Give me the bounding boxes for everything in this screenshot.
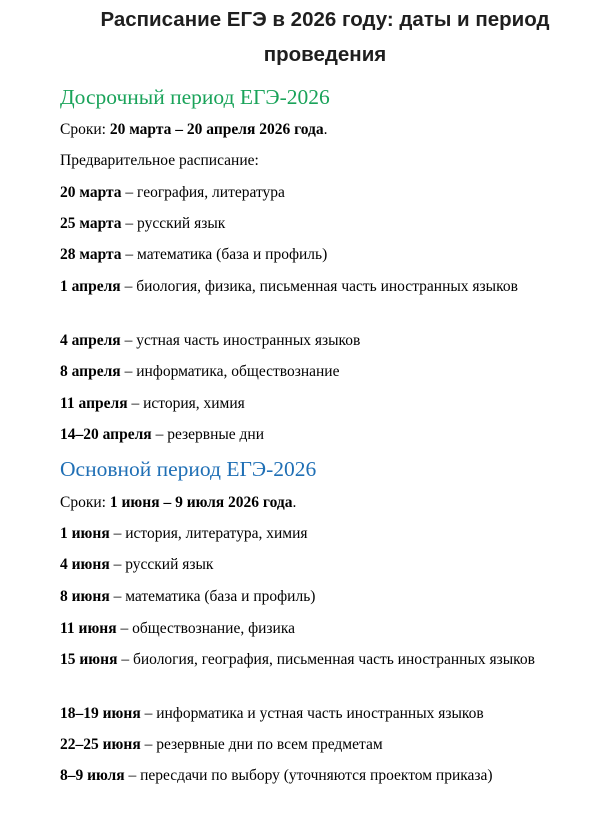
main-terms-dates: 1 июня – 9 июля 2026 года xyxy=(109,494,293,511)
schedule-subjects: – биология, физика, письменная часть иностранных языков xyxy=(120,278,518,295)
main-schedule-item xyxy=(60,765,580,787)
schedule-date: 11 апреля xyxy=(60,395,128,412)
schedule-subjects: – устная часть иностранных языков xyxy=(120,332,361,349)
page-title-line-2: проведения xyxy=(263,43,387,66)
page-title-line-1: Расписание ЕГЭ в 2026 году: даты и период xyxy=(100,8,550,31)
schedule-date: 8–9 июля xyxy=(60,767,125,784)
schedule-date: 8 апреля xyxy=(60,363,121,380)
schedule-subjects: – резервные дни xyxy=(151,426,265,443)
early-schedule-item xyxy=(60,276,580,298)
main-schedule-item xyxy=(60,734,580,756)
schedule-date: 11 июня xyxy=(60,620,117,637)
schedule-date: 25 марта xyxy=(60,215,122,232)
schedule-subjects: – обществознание, физика xyxy=(116,620,296,637)
schedule-date: 1 апреля xyxy=(60,278,121,295)
schedule-date: 4 апреля xyxy=(60,332,121,349)
main-schedule-item xyxy=(60,703,580,725)
early-schedule-item xyxy=(60,330,580,352)
early-schedule-item xyxy=(60,182,580,204)
early-terms-suffix: . xyxy=(323,121,328,138)
early-schedule-item xyxy=(60,424,580,446)
early-period-terms xyxy=(60,119,580,141)
main-schedule-item xyxy=(60,523,580,545)
main-period-terms xyxy=(60,492,580,514)
early-schedule-item xyxy=(60,244,580,266)
schedule-date: 18–19 июня xyxy=(60,705,141,722)
main-schedule-item xyxy=(60,586,580,608)
schedule-subjects: – математика (база и профиль) xyxy=(121,246,328,263)
schedule-date: 22–25 июня xyxy=(60,736,141,753)
main-period-heading: Основной период ЕГЭ-2026 xyxy=(60,457,317,481)
schedule-subjects: – резервные дни по всем предметам xyxy=(140,736,383,753)
main-terms-prefix: Сроки: xyxy=(60,494,110,511)
main-schedule-item xyxy=(60,554,580,576)
main-schedule-item xyxy=(60,618,580,640)
schedule-date: 1 июня xyxy=(60,525,110,542)
schedule-subjects: – история, химия xyxy=(127,395,245,412)
schedule-subjects: – пересдачи по выбору (уточняются проектом приказа) xyxy=(124,767,493,784)
page-title xyxy=(60,2,590,72)
schedule-subjects: – информатика, обществознание xyxy=(120,363,340,380)
schedule-subjects: – история, литература, химия xyxy=(109,525,308,542)
schedule-subjects: – география, литература xyxy=(121,184,285,201)
schedule-subjects: – математика (база и профиль) xyxy=(109,588,316,605)
early-schedule-item xyxy=(60,393,580,415)
early-terms-dates: 20 марта – 20 апреля 2026 года xyxy=(109,121,324,138)
schedule-subjects: – биология, география, письменная часть иностранных языков xyxy=(117,651,535,668)
early-terms-prefix: Сроки: xyxy=(60,121,110,138)
early-period-heading: Досрочный период ЕГЭ-2026 xyxy=(60,85,330,109)
schedule-date: 28 марта xyxy=(60,246,122,263)
schedule-date: 15 июня xyxy=(60,651,118,668)
preliminary-schedule-label: Предварительное расписание: xyxy=(60,152,259,169)
early-schedule-item xyxy=(60,361,580,383)
early-schedule-item xyxy=(60,213,580,235)
schedule-subjects: – информатика и устная часть иностранных языков xyxy=(140,705,484,722)
schedule-date: 14–20 апреля xyxy=(60,426,152,443)
schedule-date: 8 июня xyxy=(60,588,110,605)
schedule-subjects: – русский язык xyxy=(121,215,226,232)
main-schedule-item xyxy=(60,649,580,671)
schedule-date: 4 июня xyxy=(60,556,110,573)
main-terms-suffix: . xyxy=(292,494,297,511)
schedule-subjects: – русский язык xyxy=(109,556,214,573)
schedule-date: 20 марта xyxy=(60,184,122,201)
